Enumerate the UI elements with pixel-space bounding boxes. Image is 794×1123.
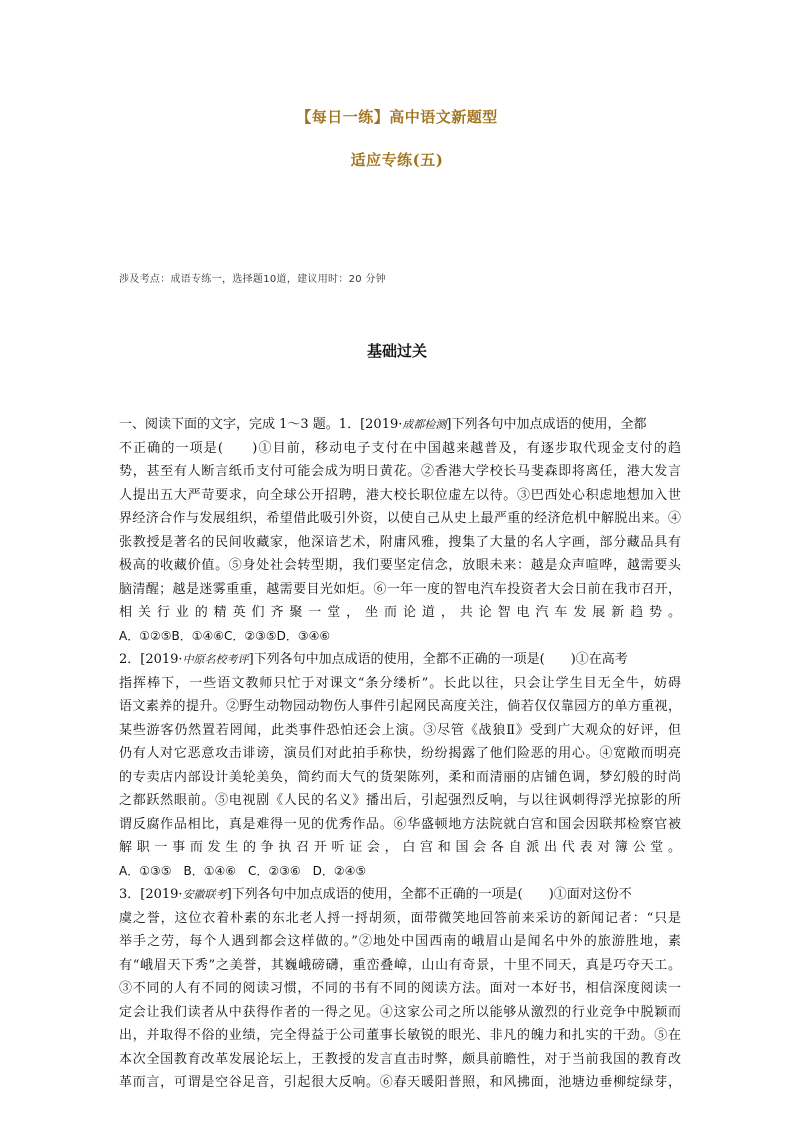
question-3-line: 有“峨眉天下秀”之美誉，其巍峨磅礴，重峦叠嶂，山山有奇景，十里不同天，真是巧夺天工。 <box>119 957 681 973</box>
question-2-line <box>119 648 681 672</box>
document-subtitle: 适应专练(五) <box>350 151 444 169</box>
question-2-line: 的专卖店内部设计美轮美奂，简约而大气的货架陈列，柔和而清丽的店铺色调，梦幻般的时尚 <box>119 769 681 785</box>
question-2-options: A．①③⑤ B．①④⑥ C．②③⑥ D．②④⑤ <box>119 863 367 878</box>
exam-meta-line: 涉及考点：成语专练一，选择题10道，建议用时：20 分钟 <box>119 274 387 285</box>
question-3-source: 安徽联考 <box>182 888 227 901</box>
question-2-line: 语文素养的提升。②野生动物园动物伤人事件引起网民高度关注，倘若仅仅靠园方的单方重视， <box>119 699 681 714</box>
question-1-line: 界经济合作与发展组织，希望借此吸引外资，以使自己从史上最严重的经济危机中解脱出来。④ <box>119 511 681 526</box>
question-3-line: 出，并取得不俗的业绩，完全得益于公司董事长敏锐的眼光、非凡的魄力和扎实的干劲。⑤在 <box>119 1028 681 1043</box>
section-title: 基础过关 <box>366 342 427 360</box>
question-2-line: 谓反腐作品相比，真是难得一见的优秀作品。⑥华盛顿地方法院就白宫和国会因联邦检察官被 <box>119 816 681 832</box>
question-1-options: A．①②⑤B．①④⑥C．②③⑤D．③④⑥ <box>119 628 331 643</box>
question-1-line: 人提出五大严苛要求，向全球公开招聘，港大校长职位虚左以待。③巴西处心积虑地想加入世 <box>119 487 681 503</box>
question-2-line: 之都跃然眼前。⑤电视剧《人民的名义》播出后，引起强烈反响，与以往讽刺得浮光掠影的所 <box>119 793 681 808</box>
question-3-stem: ]下列各句中加点成语的使用，全都不正确的一项是( )①面对这份不 <box>226 887 632 902</box>
question-3-line: 举手之劳，每个人遇到都会这样做的。”②地处中国西南的峨眉山是闻名中外的旅游胜地，素 <box>119 934 681 949</box>
question-1-line <box>119 413 681 437</box>
question-2-line: 解职一事而发生的争执召开听证会，白宫和国会各自派出代表对簿公堂。 <box>119 840 681 855</box>
question-2-line: 指挥棒下，一些语文教师只忙于对课文“条分缕析”。长此以往，只会让学生目无全牛，妨碍 <box>119 675 681 691</box>
question-1-line: 脑清醒；越是迷雾重重，越需要目光如炬。⑥一年一度的智电汽车投资者大会日前在我市召开， <box>119 581 681 597</box>
question-2-number: 2．[2019· <box>119 652 183 667</box>
question-2-source: 中原名校考评 <box>182 653 249 666</box>
question-1-source: 成都检测 <box>402 418 447 431</box>
question-3-line: 本次全国教育改革发展论坛上，王教授的发言直击时弊，颇具前瞻性，对于当前我国的教育改 <box>119 1051 681 1067</box>
question-1-line: 极高的收藏价值。⑤身处社会转型期，我们要坚定信念，放眼未来：越是众声喧哗，越需要头 <box>119 558 681 573</box>
question-3-number: 3．[2019· <box>119 887 183 902</box>
question-3-line: ③不同的人有不同的阅读习惯，不同的书有不同的阅读方法。面对一本好书，相信深度阅读一 <box>119 981 681 996</box>
document-title: 【每日一练】高中语文新题型 <box>296 108 498 126</box>
question-3-line: 虞之誉，这位衣着朴素的东北老人捋一捋胡须，面带微笑地回答前来采访的新闻记者：“只是 <box>119 910 681 926</box>
question-1-line: 张教授是著名的民间收藏家，他深谙艺术，附庸风雅，搜集了大量的名人字画，部分藏品具有 <box>119 534 681 550</box>
question-2-stem: ]下列各句中加点成语的使用，全都不正确的一项是( )①在高考 <box>248 652 628 667</box>
question-1-intro: 一、阅读下面的文字，完成 1～3 题。1．[2019· <box>119 417 403 432</box>
question-1-stem: ]下列各句中加点成语的使用，全都 <box>446 417 647 432</box>
question-3-line: 革而言，可谓是空谷足音，引起很大反响。⑥春天暖阳普照，和风拂面，池塘边垂柳绽绿芽， <box>119 1075 681 1090</box>
question-1-line: 相关行业的精英们齐聚一堂，坐而论道，共论智电汽车发展新趋势。 <box>119 605 681 620</box>
question-3-line <box>119 883 681 907</box>
question-body <box>119 413 681 1095</box>
question-1-line: 不正确的一项是( )①目前，移动电子支付在中国越来越普及，有逐步取代现金支付的趋 <box>119 440 681 456</box>
question-2-line: 仍有人对它恶意攻击诽谤，演员们对此拍手称快，纷纷揭露了他们险恶的用心。④宽敞而明亮 <box>119 746 681 761</box>
question-2-line: 某些游客仍然置若罔闻，此类事件恐怕还会上演。③尽管《战狼Ⅱ》受到广大观众的好评，但 <box>119 722 681 738</box>
question-1-line: 势，甚至有人断言纸币支付可能会成为明日黄花。②香港大学校长马斐森即将离任，港大发言 <box>119 464 681 479</box>
question-3-line: 定会让我们读者从中获得作者的一得之见。④这家公司之所以能够从激烈的行业竞争中脱颖而 <box>119 1004 681 1020</box>
